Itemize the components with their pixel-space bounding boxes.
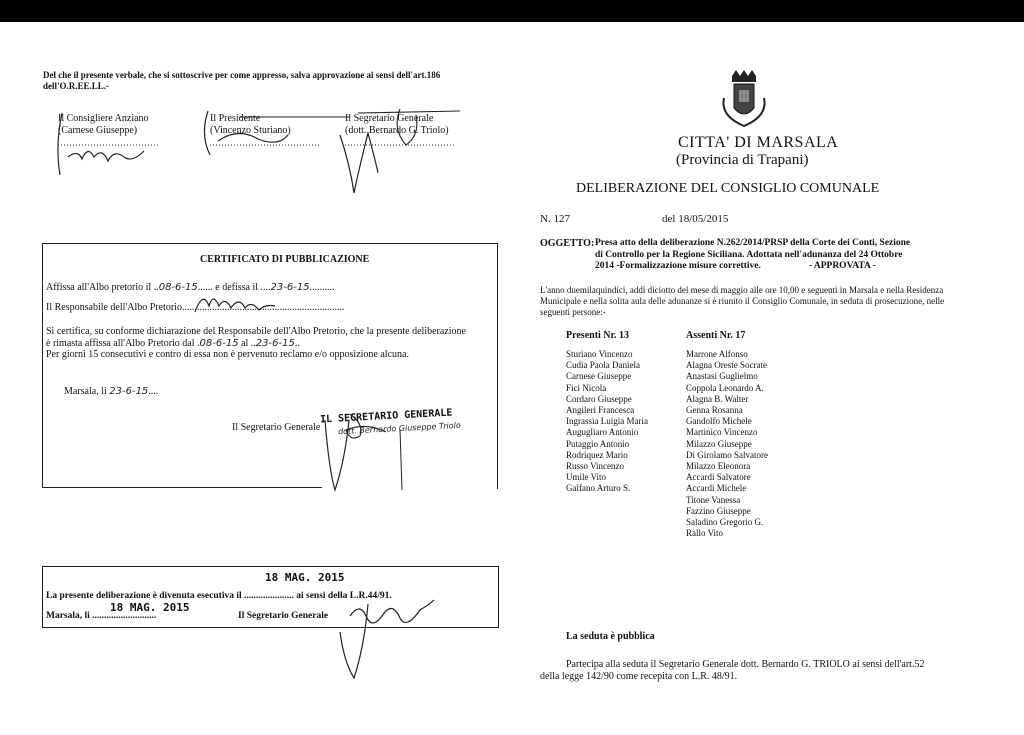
certify-line-1: Si certifica, su conforme dichiarazione del Responsabile dell'Albo Pretorio, che la presente deliberazione	[46, 326, 466, 337]
signatory-name: (dott. Bernardo G. Triolo)	[345, 125, 449, 136]
coat-of-arms-icon	[712, 68, 774, 130]
assente-item: Titone Vanessa	[686, 494, 741, 505]
assente-item: Rallo Vito	[686, 528, 724, 539]
assente-item: Gandolfo Michele	[686, 416, 752, 427]
intro-text	[540, 285, 980, 318]
oggetto-status: - APPROVATA -	[808, 261, 876, 271]
assente-item: Marrone Alfonso	[686, 349, 748, 359]
signatory-name: (Carnese Giuseppe)	[58, 125, 138, 136]
signatory-role: Il Consigliere Anziano	[58, 113, 149, 124]
presente-item: Ingrassia Luigia Maria	[566, 416, 648, 427]
header-text: Del che il presente verbale, che si sottoscrive per come appresso, salva approvazione ai sensi dell'art.186 dell'O.R.EE.LL.-	[43, 70, 441, 91]
execution-place: Marsala, li ...........................	[46, 611, 157, 621]
execution-secretary-label: Il Segretario Generale	[238, 611, 329, 621]
closing-line-2: della legge 142/90 come recepita con L.R. 48/91.	[540, 671, 738, 682]
certificate-box	[42, 243, 498, 489]
assente-item: Alagna Oreste Socrate	[686, 360, 767, 371]
assenti-header: Assenti Nr. 17	[686, 330, 746, 341]
presente-item: Fici Nicola	[566, 382, 607, 393]
presenti-list	[566, 349, 648, 495]
certify-text	[46, 326, 496, 361]
assente-item: Anastasi Guglielmo	[686, 371, 758, 382]
presente-item: Cudia Paola Daniela	[566, 360, 640, 371]
assente-item: Milazzo Eleonora	[686, 461, 751, 472]
oggetto-label: OGGETTO:	[540, 238, 595, 249]
presente-item: Rodriquez Mario	[566, 449, 628, 460]
stamp-title: IL SEGRETARIO GENERALE	[319, 407, 453, 426]
execution-text: La presente deliberazione è divenuta esecutiva il ..................... ai sensi della L.R.44/91.	[46, 591, 392, 601]
defissa-label: e defissa il	[215, 282, 259, 293]
presente-item: Umile Vito	[566, 472, 607, 483]
assenti-list	[686, 349, 768, 539]
seduta-pubblica: La seduta è pubblica	[566, 631, 655, 642]
certify-date-from: 08-6-15	[199, 337, 239, 349]
defissa-date: 23-6-15	[270, 282, 310, 293]
certificate-bottom-border	[42, 487, 322, 488]
responsabile-label: Il Responsabile dell'Albo Pretorio	[46, 302, 182, 313]
assente-item: Di Girolamo Salvatore	[686, 449, 768, 460]
closing-line-1: Partecipa alla seduta il Segretario Generale dott. Bernardo G. TRIOLO ai sensi dell'art.52	[566, 659, 925, 670]
assente-item: Accardi Michele	[686, 483, 747, 494]
execution-stamp-date: 18 MAG. 2015	[265, 571, 345, 584]
certificate-title: CERTIFICATO DI PUBBLICAZIONE	[200, 254, 370, 265]
place-date: 23-6-15	[109, 386, 149, 397]
responsabile-signature	[190, 292, 290, 318]
certify-date-to: 23-6-15	[255, 337, 295, 349]
oggetto-line-2: di Controllo per la Regione Siciliana. Adottata nell'adunanza del 24 Ottobre	[595, 249, 903, 260]
date-value: 18/05/2015	[678, 213, 729, 225]
certificate-place-date: Marsala, li 23-6-15....	[64, 386, 159, 397]
presente-item: Augugliaro Antonio	[566, 427, 639, 438]
presente-item: Cordaro Giuseppe	[566, 393, 632, 404]
assente-item: Fazzino Giuseppe	[686, 505, 751, 516]
intro-line-3: seguenti persone:-	[540, 307, 606, 317]
assente-item: Saladino Gregorio G.	[686, 517, 764, 528]
affissa-label: Affissa all'Albo pretorio il	[46, 282, 152, 293]
certificate-left-border	[42, 243, 43, 488]
oggetto-line-3: 2014 -Formalizzazione misure correttive.	[595, 261, 761, 271]
responsabile-line: Il Responsabile dell'Albo Pretorio.................................................................	[46, 302, 345, 313]
presente-item: Galfano Arturo S.	[566, 483, 631, 494]
province: (Provincia di Trapani)	[676, 152, 809, 168]
delibera-number	[540, 213, 570, 225]
execution-signature	[330, 592, 440, 682]
certify-line-2-text: è rimasta affissa all'Albo Pretorio dal	[46, 337, 195, 349]
date-label: del	[662, 213, 676, 225]
signatory-name: (Vincenzo Sturiano)	[210, 125, 291, 136]
certify-line-3: Per giorni 15 consecutivi e contro di essa non è pervenuto reclamo e/o opposizione alcuna.	[46, 349, 409, 360]
document-type: DELIBERAZIONE DEL CONSIGLIO COMUNALE	[576, 181, 880, 196]
signatory-role: Il Segretario Generale	[345, 113, 434, 124]
affissa-date: 08-6-15	[158, 282, 198, 293]
signatures-drawing	[40, 105, 480, 195]
assente-item: Alagna B. Walter	[686, 393, 749, 404]
certify-al-label: al	[241, 337, 249, 349]
assente-item: Martinico Vincenzo	[686, 427, 758, 438]
assente-item: Coppola Leonardo A.	[686, 382, 764, 393]
oggetto-line-1: Presa atto della deliberazione N.262/2014/PRSP della Corte dei Conti, Sezione	[595, 238, 911, 248]
stamp-name: dott. Bernardo Giuseppe Triolo	[337, 420, 461, 437]
assente-item: Accardi Salvatore	[686, 472, 751, 483]
assente-item: Genna Rosanna	[686, 405, 743, 416]
scan-top-border	[0, 0, 1024, 22]
affissa-line: Affissa all'Albo pretorio il ..08-6-15...... e defissa il ....23-6-15..........	[46, 282, 335, 293]
presente-item: Putaggio Antonio	[566, 438, 630, 449]
assente-item: Milazzo Giuseppe	[686, 438, 752, 449]
oggetto-text	[595, 238, 910, 273]
execution-stamp-date-2: 18 MAG. 2015	[110, 601, 190, 614]
presente-item: Sturiano Vincenzo	[566, 349, 633, 359]
number-label: N.	[540, 213, 551, 225]
number-value: 127	[553, 213, 570, 225]
presente-item: Russo Vincenzo	[566, 461, 625, 472]
certificate-secretary-label: Il Segretario Generale	[232, 422, 321, 433]
delibera-date	[662, 213, 728, 225]
intro-line-2: Municipale e nella solita aula delle adunanze si è riunito il Consiglio Comunale, in seduta di prosecuzione, nelle	[540, 296, 945, 306]
certify-line-2: è rimasta affissa all'Albo Pretorio dal .08-6-15 al ..23-6-15..	[46, 337, 300, 349]
intro-line-1: L'anno duemilaquindici, addì diciotto del mese di maggio alle ore 10,00 e seguenti in Marsala e nella Residenza	[540, 285, 944, 295]
presenti-header: Presenti Nr. 13	[566, 330, 630, 341]
presente-item: Carnese Giuseppe	[566, 371, 632, 382]
signatory-role: Il Presidente	[210, 113, 261, 124]
place-label: Marsala, li	[64, 386, 107, 397]
secretary-signature	[310, 400, 420, 495]
presente-item: Angileri Francesca	[566, 405, 635, 416]
city-name: CITTA' DI MARSALA	[678, 134, 839, 151]
